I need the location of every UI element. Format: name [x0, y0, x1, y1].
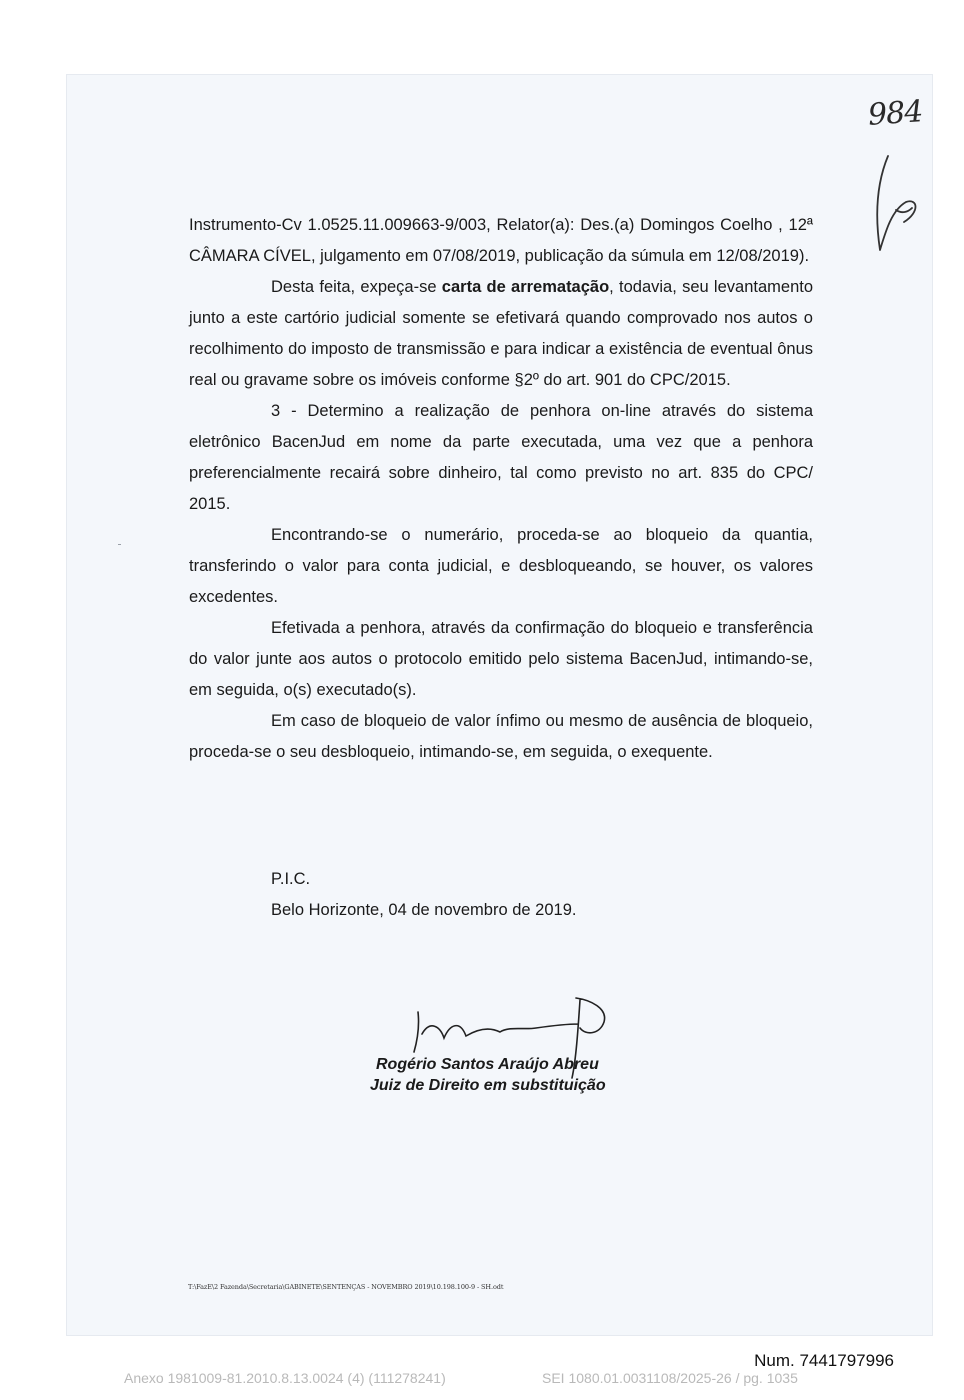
decision-body — [189, 210, 813, 768]
scan-speck — [118, 544, 121, 545]
file-path: T:\FazE\2 Fazenda\Secretaria\GABINETE\SENTENÇAS - NOVEMBRO 2019\10.198.100-9 - SH.odt — [188, 1283, 504, 1291]
handwritten-rubric-mark — [866, 150, 926, 260]
handwritten-page-number: 984 — [866, 94, 924, 133]
signer-role: Juiz de Direito em substituição — [370, 1077, 606, 1094]
footer-sei-reference: SEI 1080.01.0031108/2025-26 / pg. 1035 — [542, 1370, 798, 1386]
text-run: Desta feita, expeça-se — [271, 278, 442, 296]
paragraph-penhora-online: 3 - Determino a realização de penhora on-line através do sistema eletrônico BacenJud em nome da parte executada, uma vez que a penhora preferencialmente recairá sobre dinheiro, tal como previsto no art. 835 do CPC/ 2015. — [189, 402, 813, 513]
bold-term: carta de arrematação — [441, 278, 610, 296]
paragraph-efetivada-penhora: Efetivada a penhora, através da confirmação do bloqueio e transferência do valor junte aos autos o protocolo emitido pelo sistema BacenJud, intimando-se, em seguida, o(s) executado(s). — [189, 619, 813, 699]
text-run: , todavia, seu levantamento junto a este cartório judicial somente se efetivará quando comprovado nos autos o recolhimento do imposto de transmissão e para indicar a existência de eventual ônus real ou gravame sobre os imóveis conforme §2º do art. 901 do CPC/2015. — [189, 278, 813, 389]
closing-pic: P.I.C. — [271, 870, 311, 888]
paragraph-bloqueio: Encontrando-se o numerário, proceda-se ao bloqueio da quantia, transferindo o valor para conta judicial, e desbloqueando, se houver, os valores excedentes. — [189, 526, 813, 606]
document-number: Num. 7441797996 — [754, 1351, 894, 1370]
paragraph-carta-arrematacao — [189, 272, 813, 396]
signer-name: Rogério Santos Araújo Abreu — [376, 1056, 599, 1073]
paragraph-citation: Instrumento-Cv 1.0525.11.009663-9/003, Relator(a): Des.(a) Domingos Coelho , 12ª CÂMARA CÍVEL, julgamento em 07/08/2019, publicação da súmula em 12/08/2019). — [189, 216, 813, 265]
footer-annex-reference: Anexo 1981009-81.2010.8.13.0024 (4) (111278241) — [124, 1370, 446, 1386]
paragraph-valor-infimo: Em caso de bloqueio de valor ínfimo ou mesmo de ausência de bloqueio, proceda-se o seu desbloqueio, intimando-se, em seguida, o exequente. — [189, 712, 813, 761]
closing-place-date: Belo Horizonte, 04 de novembro de 2019. — [271, 901, 577, 919]
